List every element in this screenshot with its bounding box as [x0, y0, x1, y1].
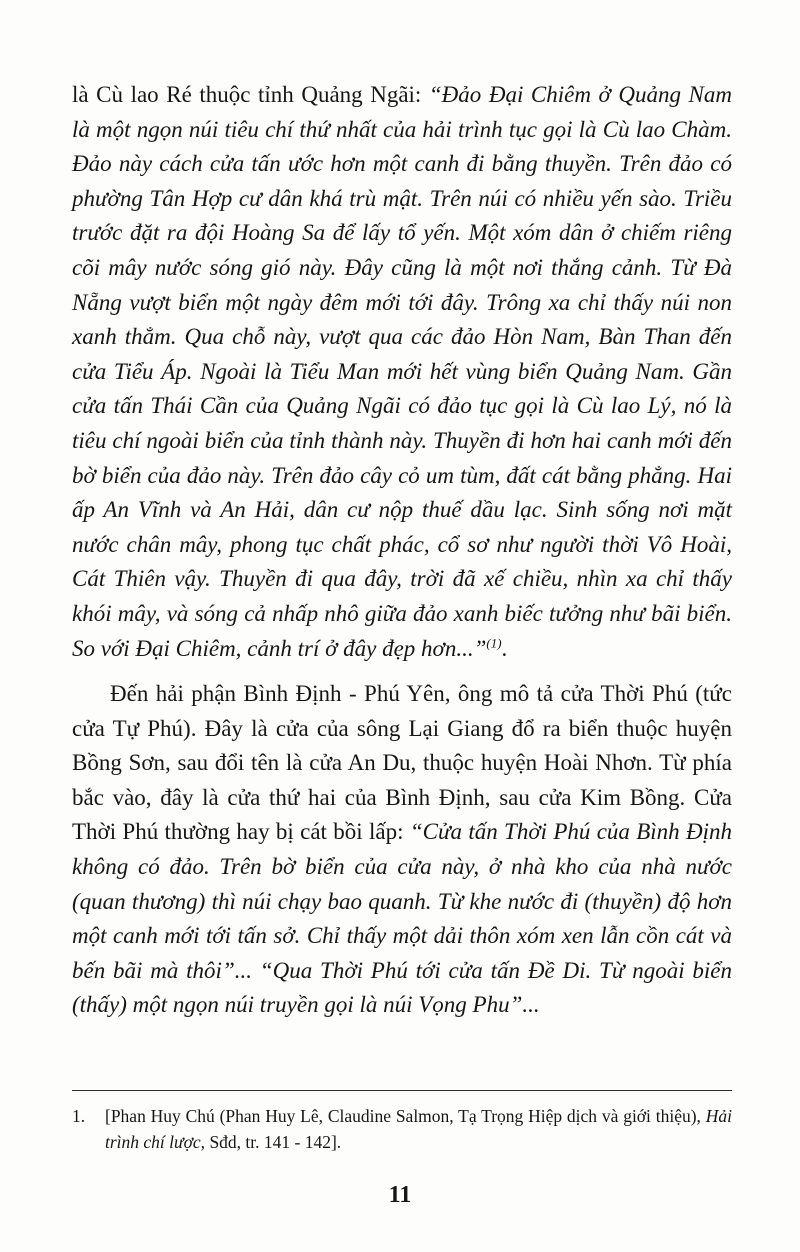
footnote-work-title: Hải trình chí lược, [105, 1106, 732, 1152]
page-number: 11 [388, 1182, 412, 1208]
footnote-citation-after: Sđd, tr. 141 - 142]. [205, 1132, 342, 1152]
footnote-item [72, 1103, 732, 1155]
paragraph-2-lead-text: Đến hải phận Bình Định - Phú Yên, ông mô tả cửa Thời Phú (tức cửa Tự Phú). Đây là cửa của sông Lại Giang đổ ra biển thuộc huyện Bồng Sơn, sau đổi tên là cửa An Du, thuộc huyện Hoài Nhơn. Từ phía bắc vào, đây là cửa thứ hai của Bình Định, sau cửa Kim Bồng. Cửa Thời Phú thường hay bị cát bồi lấp: [72, 681, 732, 845]
sentence-end-period: . [501, 635, 508, 661]
footnote-number: 1. [72, 1106, 86, 1126]
paragraph-lead-text: là Cù lao Ré thuộc tỉnh Quảng Ngãi: [72, 82, 429, 107]
footnote-reference-marker: (1) [486, 634, 502, 650]
paragraph-continuation [72, 78, 732, 666]
quoted-passage-2: “Cửa tấn Thời Phú của Bình Định không có đảo. Trên bờ biển của cửa này, ở nhà kho của nhà nước (quan thương) thì núi chạy bao quanh. Từ khe nước đi (thuyền) độ hơn một canh mới tới tấn sở. Chỉ thấy một dải thôn xóm xen lẫn cồn cát và bến bãi mà thôi”... “Qua Thời Phú tới cửa tấn Đề Di. Từ ngoài biển (thấy) một ngọn núi truyền gọi là núi Vọng Phu”... [72, 819, 732, 1018]
page-body [72, 78, 732, 1023]
footnote-text [105, 1103, 732, 1155]
footnote-section [72, 1090, 732, 1155]
paragraph-2 [72, 677, 732, 1023]
quoted-passage-1: “Đảo Đại Chiêm ở Quảng Nam là một ngọn núi tiêu chí thứ nhất của hải trình tục gọi là Cù lao Chàm. Đảo này cách cửa tấn ước hơn một canh đi bằng thuyền. Trên đảo có phường Tân Hợp cư dân khá trù mật. Trên núi có nhiều yến sào. Triều trước đặt ra đội Hoàng Sa để lấy tổ yến. Một xóm dân ở chiếm riêng cõi mây nước sóng gió này. Đây cũng là một nơi thắng cảnh. Từ Đà Nẵng vượt biển một ngày đêm mới tới đây. Trông xa chỉ thấy núi non xanh thẳm. Qua chỗ này, vượt qua các đảo Hòn Nam, Bàn Than đến cửa Tiểu Áp. Ngoài là Tiểu Man mới hết vùng biển Quảng Nam. Gần cửa tấn Thái Cần của Quảng Ngãi có đảo tục gọi là Cù lao Lý, nó là tiêu chí ngoài biển của tỉnh thành này. Thuyền đi hơn hai canh mới đến bờ biển của đảo này. Trên đảo cây cỏ um tùm, đất cát bằng phẳng. Hai ấp An Vĩnh và An Hải, dân cư nộp thuế dầu lạc. Sinh sống nơi mặt nước chân mây, phong tục chất phác, cổ sơ như người thời Vô Hoài, Cát Thiên vậy. Thuyền đi qua đây, trời đã xế chiều, nhìn xa chỉ thấy khói mây, và sóng cả nhấp nhô giữa đảo xanh biếc tưởng như bãi biển. So với Đại Chiêm, cảnh trí ở đây đẹp hơn...” [72, 82, 732, 661]
footnote-citation-before: [Phan Huy Chú (Phan Huy Lê, Claudine Salmon, Tạ Trọng Hiệp dịch và giới thiệu), [105, 1106, 706, 1126]
